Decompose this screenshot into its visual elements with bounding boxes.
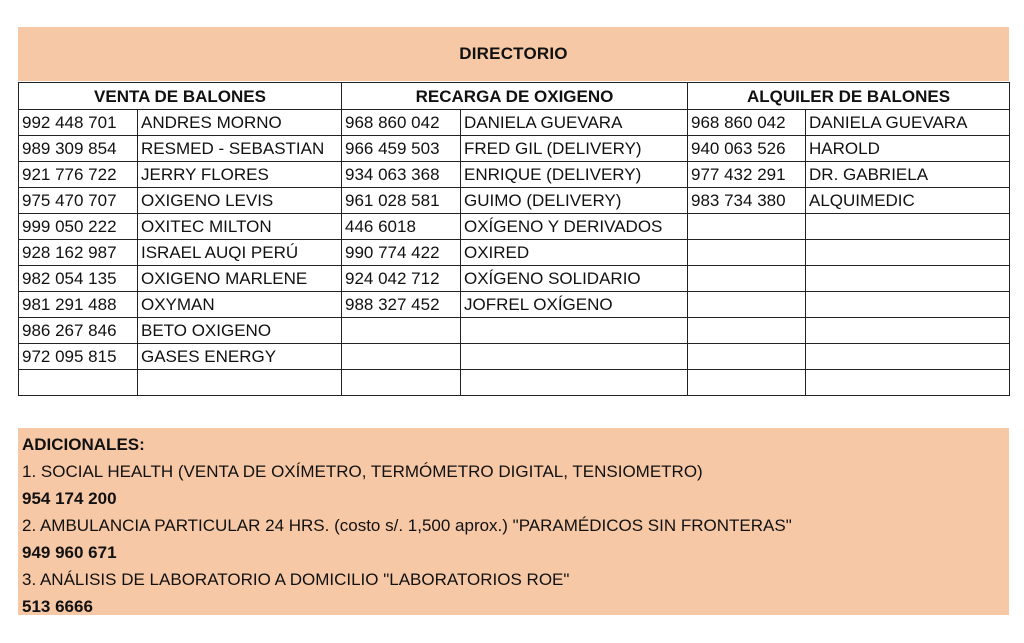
contact-name-cell: [461, 370, 688, 396]
header-alquiler-de-balones: ALQUILER DE BALONES: [688, 83, 1010, 110]
contact-name-cell: DR. GABRIELA: [806, 162, 1010, 188]
contact-name-cell: [138, 370, 342, 396]
phone-cell: [688, 344, 806, 370]
contact-name-cell: GUIMO (DELIVERY): [461, 188, 688, 214]
contact-name-cell: [461, 318, 688, 344]
phone-cell: [688, 266, 806, 292]
header-venta-de-balones: VENTA DE BALONES: [19, 83, 342, 110]
contact-name-cell: HAROLD: [806, 136, 1010, 162]
phone-cell: [19, 370, 138, 396]
contact-name-cell: [806, 292, 1010, 318]
contact-name-cell: OXIGENO MARLENE: [138, 266, 342, 292]
additional-section: [18, 428, 1009, 615]
contact-name-cell: [806, 240, 1010, 266]
phone-cell: 940 063 526: [688, 136, 806, 162]
phone-cell: 968 860 042: [688, 110, 806, 136]
phone-cell: 966 459 503: [342, 136, 461, 162]
contact-name-cell: GASES ENERGY: [138, 344, 342, 370]
table-row: [19, 240, 1010, 266]
contact-name-cell: ALQUIMEDIC: [806, 188, 1010, 214]
additional-item-text: 2. AMBULANCIA PARTICULAR 24 HRS. (costo s/. 1,500 aprox.) "PARAMÉDICOS SIN FRONTERAS": [22, 516, 792, 535]
contact-name-cell: [806, 266, 1010, 292]
contact-name-cell: ENRIQUE (DELIVERY): [461, 162, 688, 188]
contact-name-cell: BETO OXIGENO: [138, 318, 342, 344]
phone-cell: 986 267 846: [19, 318, 138, 344]
phone-cell: 975 470 707: [19, 188, 138, 214]
contact-name-cell: OXIGENO LEVIS: [138, 188, 342, 214]
phone-cell: 968 860 042: [342, 110, 461, 136]
table-row: [19, 162, 1010, 188]
phone-cell: 981 291 488: [19, 292, 138, 318]
phone-cell: 999 050 222: [19, 214, 138, 240]
contact-name-cell: [806, 214, 1010, 240]
phone-cell: 961 028 581: [342, 188, 461, 214]
phone-cell: [342, 344, 461, 370]
contact-name-cell: [806, 318, 1010, 344]
table-row: [19, 266, 1010, 292]
contact-name-cell: [806, 370, 1010, 396]
additional-item-text: 1. SOCIAL HEALTH (VENTA DE OXÍMETRO, TERMÓMETRO DIGITAL, TENSIOMETRO): [22, 462, 703, 481]
contact-name-cell: DANIELA GUEVARA: [806, 110, 1010, 136]
section-header-row: [19, 83, 1010, 110]
phone-cell: [342, 318, 461, 344]
table-row: [19, 370, 1010, 396]
contact-name-cell: [461, 344, 688, 370]
contact-name-cell: ISRAEL AUQI PERÚ: [138, 240, 342, 266]
contact-name-cell: RESMED - SEBASTIAN: [138, 136, 342, 162]
phone-cell: 990 774 422: [342, 240, 461, 266]
phone-cell: 928 162 987: [19, 240, 138, 266]
phone-cell: [688, 370, 806, 396]
table-row: [19, 110, 1010, 136]
contact-name-cell: DANIELA GUEVARA: [461, 110, 688, 136]
contact-name-cell: [806, 344, 1010, 370]
contact-name-cell: OXÍGENO Y DERIVADOS: [461, 214, 688, 240]
phone-cell: 988 327 452: [342, 292, 461, 318]
phone-cell: 982 054 135: [19, 266, 138, 292]
phone-cell: [688, 318, 806, 344]
phone-cell: 989 309 854: [19, 136, 138, 162]
contact-name-cell: OXYMAN: [138, 292, 342, 318]
phone-cell: 921 776 722: [19, 162, 138, 188]
additional-item-text: 3. ANÁLISIS DE LABORATORIO A DOMICILIO "LABORATORIOS ROE": [22, 570, 570, 589]
phone-cell: 983 734 380: [688, 188, 806, 214]
contact-name-cell: ANDRES MORNO: [138, 110, 342, 136]
table-row: [19, 318, 1010, 344]
contact-name-cell: OXITEC MILTON: [138, 214, 342, 240]
additional-item-phone: 513 6666: [22, 597, 93, 616]
table-row: [19, 136, 1010, 162]
contact-name-cell: OXIRED: [461, 240, 688, 266]
table-row: [19, 214, 1010, 240]
directory-title: DIRECTORIO: [18, 27, 1009, 81]
phone-cell: [688, 240, 806, 266]
table-row: [19, 344, 1010, 370]
contact-name-cell: FRED GIL (DELIVERY): [461, 136, 688, 162]
additional-item-phone: 949 960 671: [22, 543, 117, 562]
phone-cell: 446 6018: [342, 214, 461, 240]
directory-table: [18, 82, 1010, 396]
table-row: [19, 292, 1010, 318]
additional-title: ADICIONALES:: [22, 435, 145, 454]
additional-item-phone: 954 174 200: [22, 489, 117, 508]
phone-cell: 992 448 701: [19, 110, 138, 136]
contact-name-cell: JOFREL OXÍGENO: [461, 292, 688, 318]
phone-cell: 924 042 712: [342, 266, 461, 292]
phone-cell: 977 432 291: [688, 162, 806, 188]
contact-name-cell: OXÍGENO SOLIDARIO: [461, 266, 688, 292]
phone-cell: 934 063 368: [342, 162, 461, 188]
phone-cell: [688, 292, 806, 318]
header-recarga-de-oxigeno: RECARGA DE OXIGENO: [342, 83, 688, 110]
phone-cell: [688, 214, 806, 240]
phone-cell: 972 095 815: [19, 344, 138, 370]
phone-cell: [342, 370, 461, 396]
table-row: [19, 188, 1010, 214]
contact-name-cell: JERRY FLORES: [138, 162, 342, 188]
